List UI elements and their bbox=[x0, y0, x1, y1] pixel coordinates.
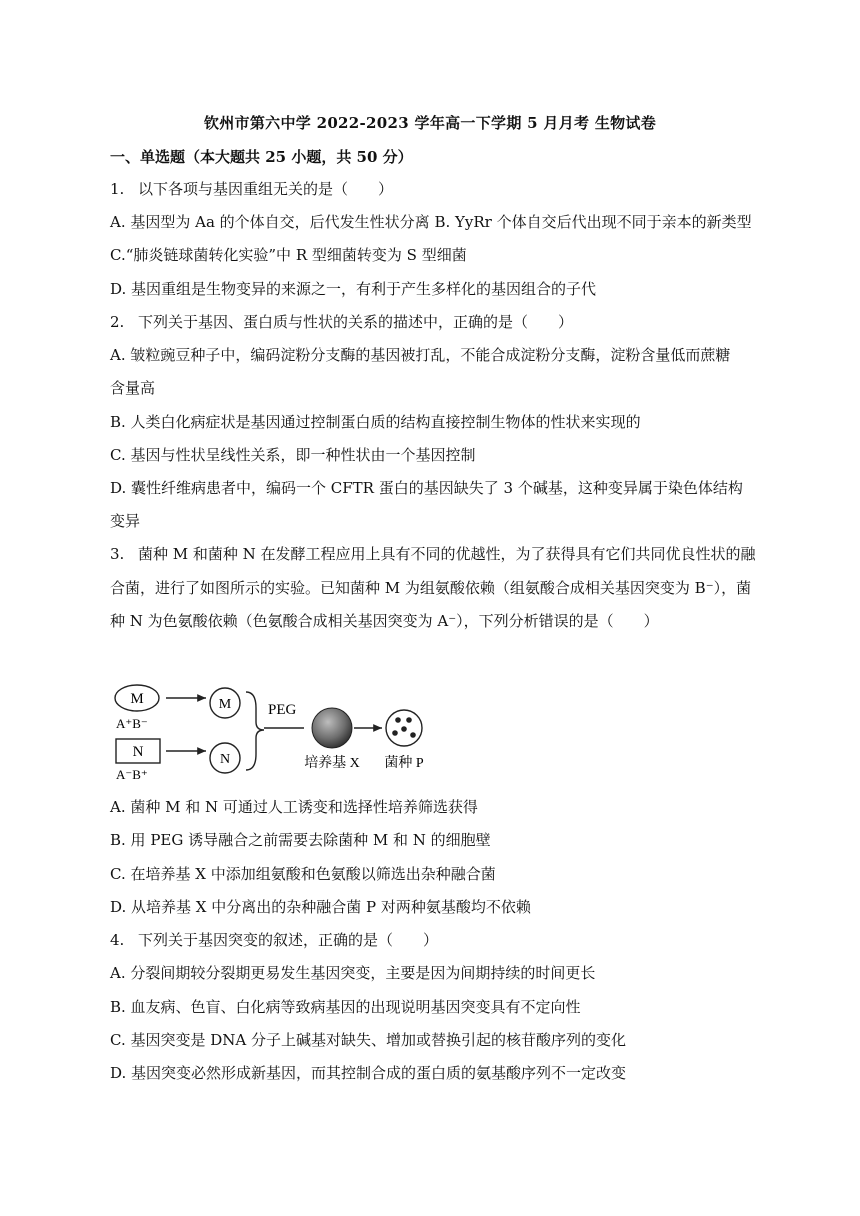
q4-option-d: D. 基因突变必然形成新基因，而其控制合成的蛋白质的氨基酸序列不一定改变 bbox=[110, 1064, 627, 1082]
strain-n-cell bbox=[116, 739, 160, 763]
q4-option-a: A. 分裂间期较分裂期更易发生基因突变，主要是因为间期持续的时间更长 bbox=[110, 964, 596, 982]
question-3-stem-line3: 种 N 为色氨酸依赖（色氨酸合成相关基因突变为 A⁻），下列分析错误的是（ ） bbox=[110, 612, 659, 630]
protoplast-n bbox=[210, 743, 240, 773]
question-2-stem bbox=[110, 311, 760, 333]
q3-option-d: D. 从培养基 X 中分离出的杂种融合菌 P 对两种氨基酸均不依赖 bbox=[110, 898, 531, 916]
q2-option-d: D. 囊性纤维病患者中，编码一个 CFTR 蛋白的基因缺失了 3 个碱基，这种变异属于染色体结构 bbox=[110, 479, 743, 497]
q2-option-d-cont: 变异 bbox=[110, 512, 141, 530]
question-text: 下列关于基因、蛋白质与性状的关系的描述中，正确的是（ ） bbox=[138, 313, 574, 331]
protoplast-n-label: N bbox=[219, 752, 231, 767]
q2-option-a-cont: 含量高 bbox=[110, 379, 156, 397]
question-number: 2. bbox=[110, 313, 125, 331]
medium-x-label: 培养基 X bbox=[304, 756, 360, 771]
medium-x-ball bbox=[312, 708, 352, 748]
q2-option-b: B. 人类白化病症状是基因通过控制蛋白质的结构直接控制生物体的性状来实现的 bbox=[110, 413, 641, 431]
q4-option-b: B. 血友病、色盲、白化病等致病基因的出现说明基因突变具有不定向性 bbox=[110, 998, 581, 1016]
q1-option-d: D. 基因重组是生物变异的来源之一，有利于产生多样化的基因组合的子代 bbox=[110, 280, 597, 298]
q3-option-b: B. 用 PEG 诱导融合之前需要去除菌种 M 和 N 的细胞壁 bbox=[110, 831, 491, 849]
section-heading: 一、单选题（本大题共 25 小题，共 50 分） bbox=[110, 148, 413, 166]
strain-m-label: M bbox=[130, 691, 144, 707]
question-text: 菌种 M 和菌种 N 在发酵工程应用上具有不同的优越性，为了获得具有它们共同优良性状的融 bbox=[138, 545, 756, 563]
q2-option-a: A. 皱粒豌豆种子中，编码淀粉分支酶的基因被打乱，不能合成淀粉分支酶，淀粉含量低而蔗糖 bbox=[110, 346, 731, 364]
q3-option-a: A. 菌种 M 和 N 可通过人工诱变和选择性培养筛选获得 bbox=[110, 798, 478, 816]
peg-label: PEG bbox=[268, 702, 297, 718]
question-1-stem bbox=[110, 178, 760, 200]
strain-p-label: 菌种 P bbox=[384, 756, 424, 771]
strain-n-genotype: A⁻B⁺ bbox=[116, 767, 148, 782]
q1-option-a: A. 基因型为 Aa 的个体自交，后代发生性状分离 B. YyRr 个体自交后代出现不同于亲本的新类型 bbox=[110, 213, 752, 231]
page-title: 钦州市第六中学 2022-2023 学年高一下学期 5 月月考 生物试卷 bbox=[203, 114, 657, 132]
q2-option-c: C. 基因与性状呈线性关系，即一种性状由一个基因控制 bbox=[110, 446, 476, 464]
strain-n-label: N bbox=[132, 744, 144, 760]
question-number: 3. bbox=[110, 545, 125, 563]
strain-p-plate bbox=[386, 710, 422, 746]
q3-option-c: C. 在培养基 X 中添加组氨酸和色氨酸以筛选出杂种融合菌 bbox=[110, 865, 496, 883]
question-text: 以下各项与基因重组无关的是（ ） bbox=[138, 180, 394, 198]
strain-m-cell bbox=[115, 685, 159, 711]
protoplast-m bbox=[210, 688, 240, 718]
q4-option-c: C. 基因突变是 DNA 分子上碱基对缺失、增加或替换引起的核苷酸序列的变化 bbox=[110, 1031, 627, 1049]
q1-option-c: C.“肺炎链球菌转化实验”中 R 型细菌转变为 S 型细菌 bbox=[110, 246, 467, 264]
cell-fusion-diagram bbox=[110, 678, 440, 783]
question-number: 4. bbox=[110, 931, 125, 949]
strain-m-genotype: A⁺B⁻ bbox=[116, 716, 148, 731]
protoplast-m-label: M bbox=[218, 697, 232, 712]
question-3-stem-line2: 合菌，进行了如图所示的实验。已知菌种 M 为组氨酸依赖（组氨酸合成相关基因突变为 B⁻），菌 bbox=[110, 579, 752, 597]
question-text: 下列关于基因突变的叙述，正确的是（ ） bbox=[138, 931, 439, 949]
question-4-stem bbox=[110, 929, 760, 951]
question-number: 1. bbox=[110, 180, 125, 198]
question-3-stem bbox=[110, 543, 760, 565]
fusion-brace bbox=[246, 692, 264, 770]
